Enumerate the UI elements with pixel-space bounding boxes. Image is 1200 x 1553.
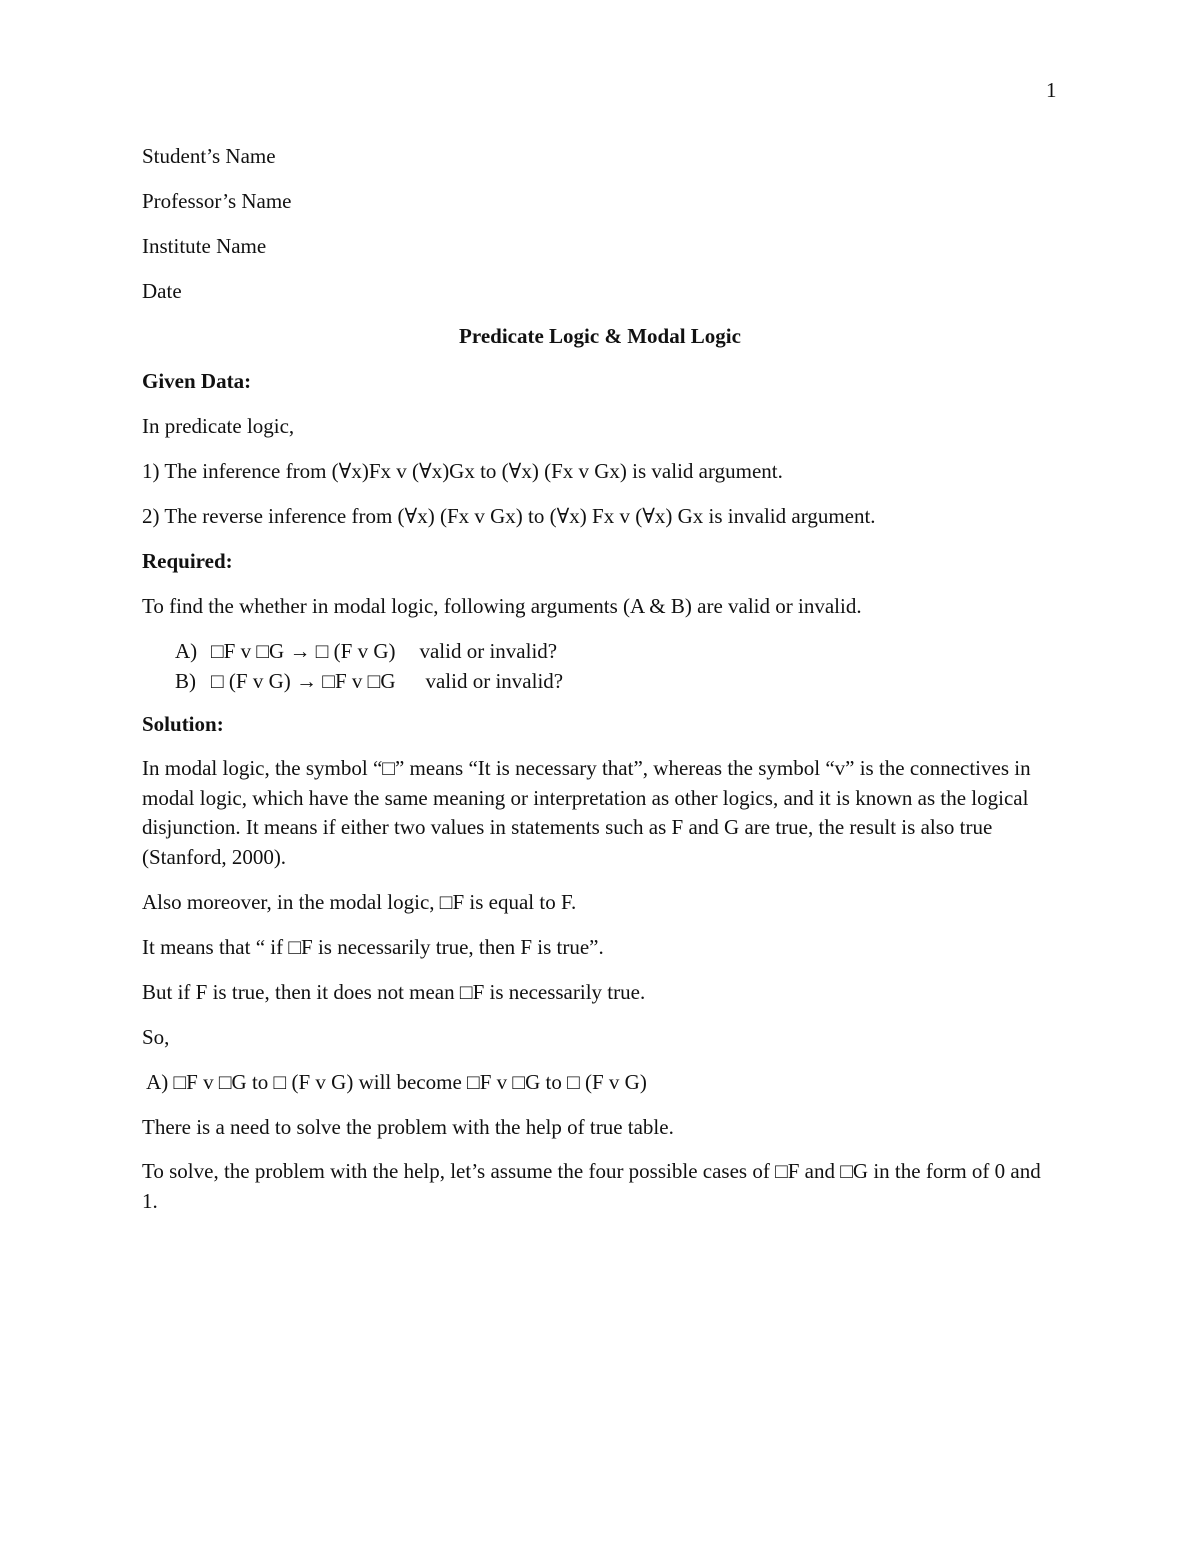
document-title: Predicate Logic & Modal Logic: [459, 324, 741, 348]
required-intro: To find the whether in modal logic, following arguments (A & B) are valid or invalid.: [142, 594, 862, 618]
formula: □ (F v G) → □F v □G: [211, 669, 396, 693]
formula: □F v □G → □ (F v G): [211, 639, 396, 663]
given-data-heading: Given Data:: [142, 369, 252, 393]
solution-paragraph-2: Also moreover, in the modal logic, □F is equal to F.: [142, 890, 577, 914]
solution-paragraph-4: But if F is true, then it does not mean □F is necessarily true.: [142, 980, 646, 1004]
date: Date: [142, 279, 182, 303]
page-number: 1: [1046, 78, 1057, 102]
solution-paragraph-8: To solve, the problem with the help, let’s assume the four possible cases of □F and □G in the form of 0 and 1.: [142, 1159, 1041, 1213]
solution-paragraph-6: A) □F v □G to □ (F v G) will become □F v □G to □ (F v G): [142, 1070, 647, 1094]
given-intro: In predicate logic,: [142, 414, 295, 438]
solution-paragraph-1: In modal logic, the symbol “□” means “It is necessary that”, whereas the symbol “v” is the connectives in modal logic, which have the same meaning or interpretation as other logics, and it is known as the logical disjunction. It means if either two values in statements such as F and G are true, the result is also true (Stanford, 2000).: [142, 756, 1031, 869]
question: valid or invalid?: [425, 669, 564, 693]
list-marker: B): [175, 669, 196, 693]
professor-name: Professor’s Name: [142, 189, 292, 213]
list-marker: A): [175, 639, 198, 663]
student-name: Student’s Name: [142, 144, 276, 168]
given-item-2: 2) The reverse inference from (∀x) (Fx v Gx) to (∀x) Fx v (∀x) Gx is invalid argument.: [142, 504, 876, 528]
required-item-a: [175, 636, 557, 666]
solution-paragraph-5: So,: [142, 1025, 170, 1049]
given-item-1: 1) The inference from (∀x)Fx v (∀x)Gx to (∀x) (Fx v Gx) is valid argument.: [142, 459, 783, 483]
institute-name: Institute Name: [142, 234, 267, 258]
question: valid or invalid?: [419, 639, 558, 663]
solution-paragraph-3: It means that “ if □F is necessarily true, then F is true”.: [142, 935, 604, 959]
solution-paragraph-7: There is a need to solve the problem with the help of true table.: [142, 1115, 674, 1139]
required-item-b: [175, 666, 563, 696]
solution-heading: Solution:: [142, 712, 224, 736]
required-heading: Required:: [142, 549, 233, 573]
